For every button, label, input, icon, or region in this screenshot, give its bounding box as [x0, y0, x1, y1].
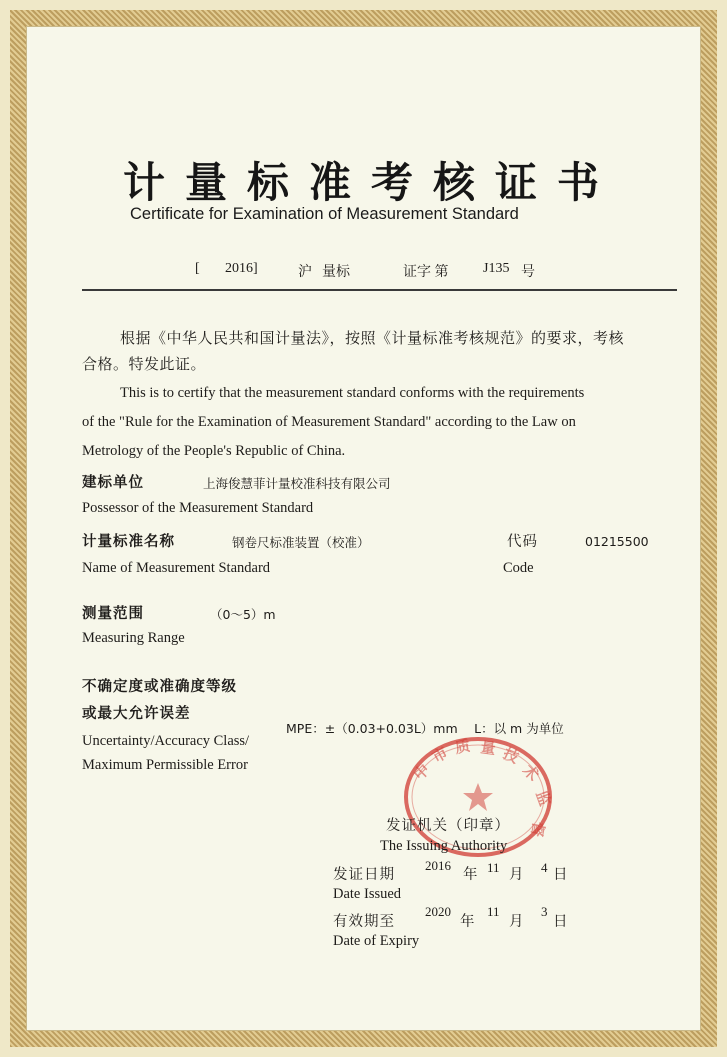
date-issued-year-unit: 年	[463, 867, 479, 883]
date-expiry-year: 2020	[425, 904, 451, 919]
svg-text:督: 督	[527, 820, 548, 839]
certno-code: J135	[483, 261, 510, 276]
range-label-en: Measuring Range	[82, 630, 185, 646]
svg-text:质: 质	[453, 736, 472, 757]
certno-hao: 号	[521, 265, 535, 280]
svg-text:中: 中	[410, 760, 434, 784]
certno-bracket: [	[195, 261, 200, 276]
possessor-label-cn: 建标单位	[82, 475, 144, 491]
code-value: 01215500	[585, 534, 649, 549]
date-expiry-day: 3	[541, 904, 548, 919]
uncertainty-label-cn-1: 不确定度或准确度等级	[82, 679, 237, 695]
svg-text:监: 监	[532, 788, 555, 809]
possessor-label-en: Possessor of the Measurement Standard	[82, 500, 314, 516]
uncertainty-label-en-1: Uncertainty/Accuracy Class/	[82, 733, 250, 749]
date-expiry-month-unit: 月	[509, 914, 525, 930]
title-chinese: 计量标准考核证书	[123, 158, 620, 207]
certno-type: 量标	[322, 265, 350, 280]
date-issued-label-en: Date Issued	[333, 886, 402, 902]
standard-name-label-en: Name of Measurement Standard	[82, 560, 271, 576]
certno-zi: 证字 第	[403, 265, 449, 280]
body-text-cn-line1: 根据《中华人民共和国计量法》，按照《计量标准考核规范》的要求，考核	[120, 331, 625, 347]
date-issued-year: 2016	[425, 858, 451, 873]
date-expiry-year-unit: 年	[460, 914, 476, 930]
svg-text:市: 市	[429, 743, 452, 767]
date-issued-month: 11	[487, 860, 500, 875]
date-expiry-month: 11	[487, 904, 500, 919]
date-expiry-day-unit: 日	[553, 914, 569, 930]
authority-label-cn: 发证机关（印章）	[386, 818, 510, 834]
range-label-cn: 测量范围	[82, 606, 144, 622]
range-value: （0～5）m	[210, 607, 276, 622]
uncertainty-label-cn-2: 或最大允许误差	[82, 706, 191, 722]
svg-text:术: 术	[519, 761, 543, 785]
code-label-en: Code	[503, 560, 534, 576]
svg-text:技: 技	[500, 744, 522, 767]
uncertainty-value: MPE：±（0.03+0.03L）mm L：以 m 为单位	[286, 721, 564, 736]
body-text-cn-line2: 合格。特发此证。	[82, 357, 207, 373]
uncertainty-label-en-2: Maximum Permissible Error	[82, 757, 248, 773]
certno-prefix: 沪	[298, 265, 312, 280]
body-text-en-line3: Metrology of the People's Republic of China.	[82, 443, 346, 459]
standard-name-value: 钢卷尺标准装置（校准）	[232, 535, 370, 550]
date-expiry-label-cn: 有效期至	[333, 914, 395, 930]
title-english: Certificate for Examination of Measurement Standard	[130, 205, 519, 223]
certno-year: 2016]	[225, 261, 258, 276]
authority-label-en: The Issuing Authority	[380, 838, 508, 854]
date-expiry-label-en: Date of Expiry	[333, 933, 420, 949]
standard-name-label-cn: 计量标准名称	[82, 534, 175, 550]
date-issued-month-unit: 月	[509, 867, 525, 883]
body-text-en-line2: of the "Rule for the Examination of Measurement Standard" according to the Law on	[82, 414, 576, 430]
code-label-cn: 代码	[507, 534, 538, 550]
possessor-value: 上海俊慧菲计量校准科技有限公司	[203, 476, 391, 491]
svg-text:量: 量	[479, 738, 497, 759]
date-issued-day: 4	[541, 860, 548, 875]
date-issued-day-unit: 日	[553, 867, 569, 883]
body-text-en-line1: This is to certify that the measurement standard conforms with the requirements	[120, 385, 585, 401]
date-issued-label-cn: 发证日期	[333, 867, 395, 883]
header-divider	[82, 289, 677, 291]
